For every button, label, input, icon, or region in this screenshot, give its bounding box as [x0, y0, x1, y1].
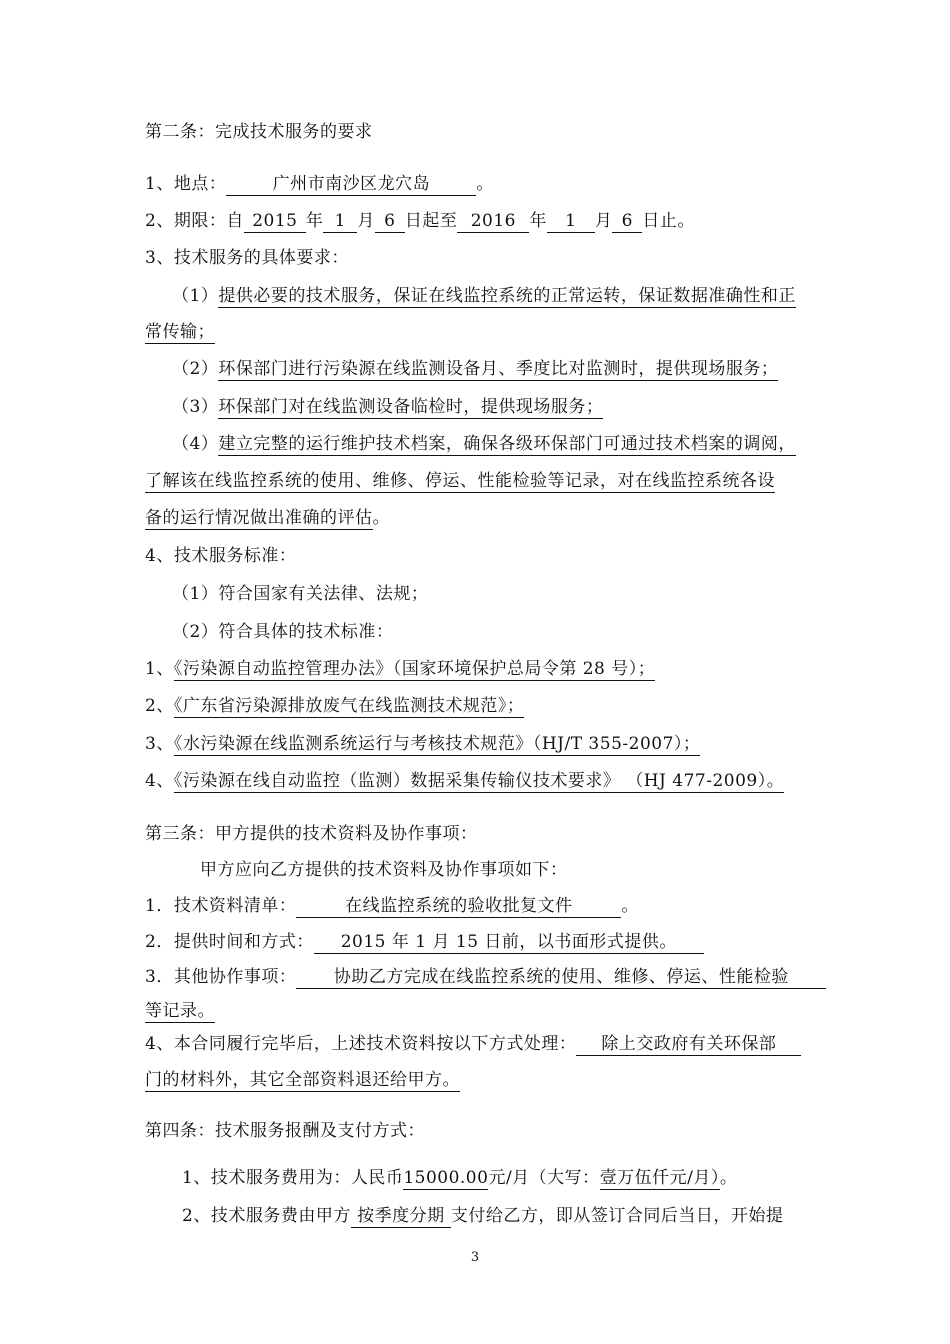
requirement-3-text: 环保部门对在线监测设备临检时，提供现场服务； [218, 397, 604, 417]
year-char: 年 [305, 211, 324, 231]
standard-1: （1）符合国家有关法律、法规； [172, 584, 429, 604]
requirement-4-line1 [172, 432, 796, 456]
start-day: 6 [375, 210, 405, 233]
article2-heading: 第二条：完成技术服务的要求 [145, 122, 373, 142]
standard-doc-3-text: 《水污染源在线监测系统运行与考核技术规范》（HJ/T 355-2007）； [173, 734, 701, 754]
article4-heading: 第四条：技术服务报酬及支付方式： [145, 1121, 425, 1141]
requirements-heading: 3、技术服务的具体要求： [145, 248, 349, 268]
standard-doc-4-num: 4、 [145, 771, 174, 791]
standard-doc-2-num: 2、 [145, 696, 174, 716]
requirement-2 [172, 357, 778, 381]
requirement-1-text-cont: 常传输； [145, 322, 215, 342]
start-month: 1 [323, 210, 357, 233]
standard-doc-1 [145, 657, 655, 681]
article3-item-3-line1 [145, 965, 826, 989]
standard-doc-3 [145, 732, 700, 756]
end-suffix: 日止。 [642, 211, 695, 231]
requirement-4-text: 建立完整的运行维护技术档案，确保各级环保部门可通过技术档案的调阅， [218, 434, 796, 454]
payment-suffix: 支付给乙方，即从签订合同后当日，开始提 [450, 1206, 784, 1226]
standard-doc-2 [145, 694, 524, 718]
standard-doc-3-num: 3、 [145, 734, 174, 754]
end-day: 6 [612, 210, 642, 233]
fee-words: 壹万伍仟元/月） [599, 1168, 720, 1188]
requirement-1-line2 [145, 320, 215, 344]
fee-end: 。 [719, 1168, 738, 1188]
requirement-2-text: 环保部门进行污染源在线监测设备月、季度比对监测时，提供现场服务； [218, 359, 779, 379]
item-4-value-cont: 门的材料外，其它全部资料退还给甲方。 [145, 1070, 460, 1090]
item-4-label: 4、本合同履行完毕后，上述技术资料按以下方式处理： [145, 1034, 577, 1054]
payment-line [182, 1204, 783, 1228]
fee-amount: 15000.00 [403, 1168, 489, 1188]
location-value: 广州市南沙区龙穴岛 [226, 173, 476, 196]
requirement-4-text-end: 备的运行情况做出准确的评估 [145, 508, 373, 528]
article3-item-4-line1 [145, 1032, 801, 1056]
start-year: 2015 [244, 210, 306, 233]
location-line [145, 172, 494, 196]
period-line [145, 209, 695, 233]
item-3-value: 协助乙方完成在线监控系统的使用、维修、停运、性能检验 [296, 966, 826, 989]
standard-doc-1-text: 《污染源自动监控管理办法》（国家环境保护总局令第 28 号）； [173, 659, 656, 679]
requirement-3-num: （3） [172, 397, 219, 417]
page-number: 3 [470, 1250, 480, 1265]
item-2-label: 2．提供时间和方式： [145, 932, 314, 952]
period-label: 2、期限：自 [145, 211, 244, 231]
requirement-2-num: （2） [172, 359, 219, 379]
end-year: 2016 [457, 210, 529, 233]
payment-method: 按季度分期 [351, 1205, 451, 1228]
article3-item-4-line2 [145, 1068, 460, 1092]
article3-item-2 [145, 930, 704, 954]
item-1-value: 在线监控系统的验收批复文件 [296, 895, 621, 918]
requirement-1-text: 提供必要的技术服务，保证在线监控系统的正常运转，保证数据准确性和正 [218, 286, 796, 306]
location-label: 1、地点： [145, 174, 227, 194]
requirement-4-end: 。 [372, 508, 390, 528]
article3-item-1 [145, 894, 639, 918]
item-3-value-cont: 等记录。 [145, 1001, 215, 1021]
requirement-1-line1 [172, 284, 796, 308]
standard-doc-4-text: 《污染源在线自动监控（监测）数据采集传输仪技术要求》 （HJ 477-2009）。 [173, 771, 785, 791]
fee-line [182, 1166, 737, 1190]
month-char: 月 [357, 211, 375, 231]
requirement-4-line2 [145, 469, 775, 493]
item-1-end: 。 [621, 896, 639, 916]
requirement-3 [172, 395, 603, 419]
standard-doc-2-text: 《广东省污染源排放废气在线监测技术规范》； [173, 696, 525, 716]
requirement-1-num: （1） [172, 286, 219, 306]
requirement-4-text-cont: 了解该在线监控系统的使用、维修、停运、性能检验等记录，对在线监控系统各设 [145, 471, 775, 491]
item-4-value: 除上交政府有关环保部 [576, 1033, 801, 1056]
location-end: 。 [476, 174, 494, 194]
requirement-4-num: （4） [172, 434, 219, 454]
standard-doc-1-num: 1、 [145, 659, 174, 679]
standard-doc-4 [145, 769, 784, 793]
article3-intro: 甲方应向乙方提供的技术资料及协作事项如下： [200, 860, 568, 880]
year-char-2: 年 [529, 211, 547, 231]
item-2-value: 2015 年 1 月 15 日前，以书面形式提供。 [314, 931, 704, 954]
item-1-label: 1．技术资料清单： [145, 896, 297, 916]
payment-prefix: 2、技术服务费由甲方 [182, 1206, 351, 1226]
start-suffix: 日起至 [404, 211, 458, 231]
item-3-label: 3．其他协作事项： [145, 967, 297, 987]
standards-heading: 4、技术服务标准： [145, 546, 297, 566]
fee-unit: 元/月（大写： [488, 1168, 600, 1188]
article3-item-3-line2 [145, 999, 215, 1023]
article3-heading: 第三条：甲方提供的技术资料及协作事项： [145, 824, 478, 844]
requirement-4-line3 [145, 506, 390, 530]
end-month: 1 [547, 210, 595, 233]
month-char-2: 月 [594, 211, 613, 231]
standard-2: （2）符合具体的技术标准： [172, 622, 394, 642]
fee-prefix: 1、技术服务费用为：人民币 [182, 1168, 404, 1188]
